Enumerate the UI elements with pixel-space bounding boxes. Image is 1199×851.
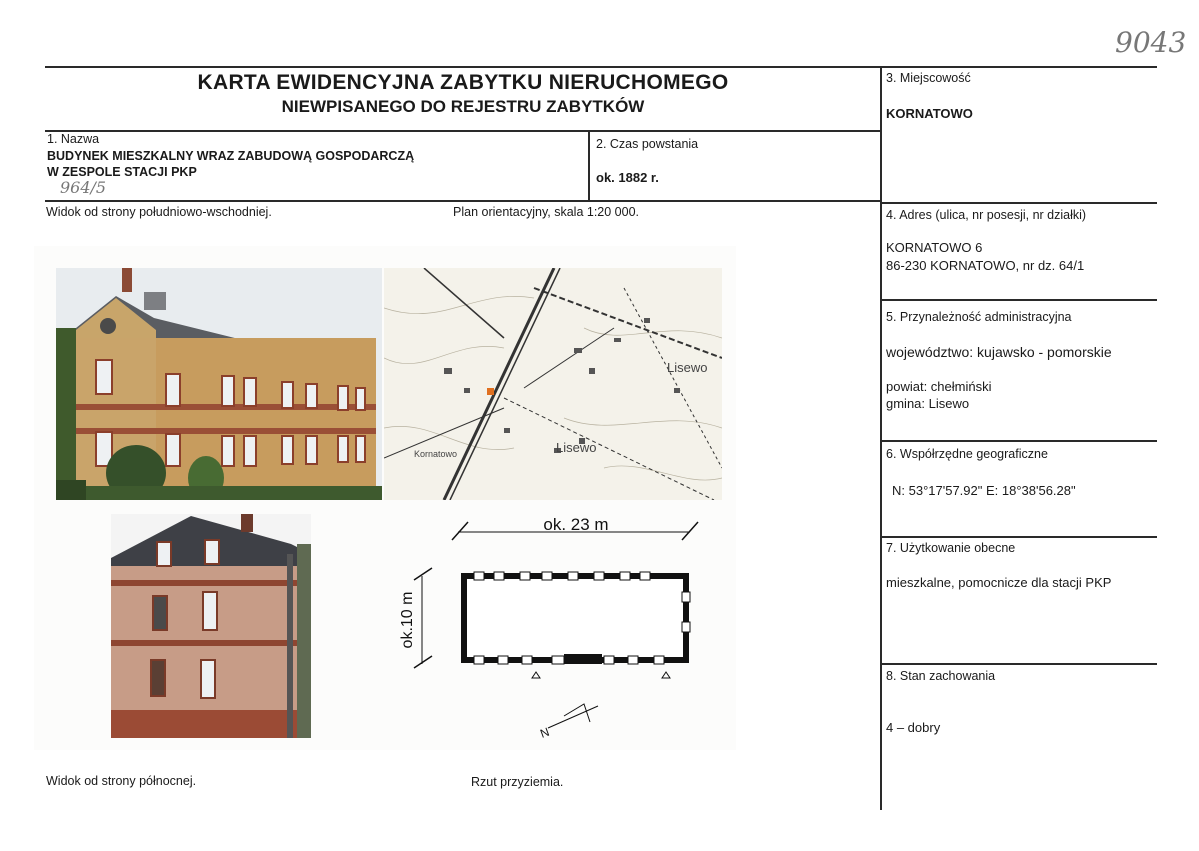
right-sep-3 bbox=[880, 440, 1157, 442]
usage-label: 7. Użytkowanie obecne bbox=[886, 541, 1016, 555]
width-dimension-label: ok. 23 m bbox=[543, 515, 609, 534]
depth-dimension-label: ok.10 m bbox=[399, 591, 416, 649]
coords-label: 6. Współrzędne geograficzne bbox=[886, 447, 1048, 461]
condition-value: 4 – dobry bbox=[886, 720, 941, 735]
address-label: 4. Adres (ulica, nr posesji, nr działki) bbox=[886, 208, 1087, 222]
right-sep-2 bbox=[880, 299, 1157, 301]
name-handwritten-number: 964/5 bbox=[60, 178, 107, 197]
address-line2: 86-230 KORNATOWO, nr dz. 64/1 bbox=[886, 258, 1085, 273]
north-arrow-label: N bbox=[538, 724, 552, 741]
ground-floor-plan bbox=[388, 506, 708, 746]
place-value: KORNATOWO bbox=[886, 106, 973, 121]
frame-right-divider bbox=[880, 66, 882, 810]
name-label: 1. Nazwa bbox=[47, 132, 100, 146]
card-title: KARTA EWIDENCYJNA ZABYTKU NIERUCHOMEGO bbox=[197, 71, 729, 94]
map-label-lisewo-1: Lisewo bbox=[667, 360, 708, 375]
caption-plan-map: Plan orientacyjny, skala 1:20 000. bbox=[453, 205, 639, 219]
frame-time-divider bbox=[588, 130, 590, 200]
address-line1: KORNATOWO 6 bbox=[886, 240, 983, 255]
time-value: ok. 1882 r. bbox=[596, 170, 659, 185]
name-value-line2: W ZESPOLE STACJI PKP bbox=[47, 165, 197, 179]
admin-province: województwo: kujawsko - pomorskie bbox=[886, 344, 1112, 360]
map-label-kornatowo: Kornatowo bbox=[414, 449, 458, 459]
card-subtitle: NIEWPISANEGO DO REJESTRU ZABYTKÓW bbox=[281, 97, 645, 116]
admin-county: powiat: chełmiński bbox=[886, 379, 992, 394]
caption-view-north: Widok od strony północnej. bbox=[46, 774, 197, 788]
name-value-line1: BUDYNEK MIESZKALNY WRAZ ZABUDOWĄ GOSPODARCZĄ bbox=[47, 149, 415, 163]
right-sep-5 bbox=[880, 663, 1157, 665]
caption-view-southeast: Widok od strony południowo-wschodniej. bbox=[46, 205, 272, 219]
right-sep-1 bbox=[880, 202, 1157, 204]
map-label-lisewo-2: Lisewo bbox=[556, 440, 597, 455]
orientation-map bbox=[384, 268, 722, 500]
photo-southeast-view bbox=[56, 268, 382, 500]
admin-commune: gmina: Lisewo bbox=[886, 396, 970, 411]
frame-title-bottom-line bbox=[45, 130, 881, 132]
frame-top-line bbox=[45, 66, 1157, 68]
condition-label: 8. Stan zachowania bbox=[886, 669, 996, 683]
usage-value: mieszkalne, pomocnicze dla stacji PKP bbox=[886, 575, 1112, 590]
admin-label: 5. Przynależność administracyjna bbox=[886, 310, 1072, 324]
right-sep-4 bbox=[880, 536, 1157, 538]
coords-value: N: 53°17'57.92" E: 18°38'56.28" bbox=[892, 483, 1076, 498]
photo-north-view bbox=[111, 514, 311, 738]
frame-row1-bottom-line bbox=[45, 200, 881, 202]
caption-ground-plan: Rzut przyziemia. bbox=[471, 775, 564, 789]
archive-number: 9043 bbox=[1115, 26, 1187, 59]
time-label: 2. Czas powstania bbox=[596, 137, 699, 151]
place-label: 3. Miejscowość bbox=[886, 71, 971, 85]
